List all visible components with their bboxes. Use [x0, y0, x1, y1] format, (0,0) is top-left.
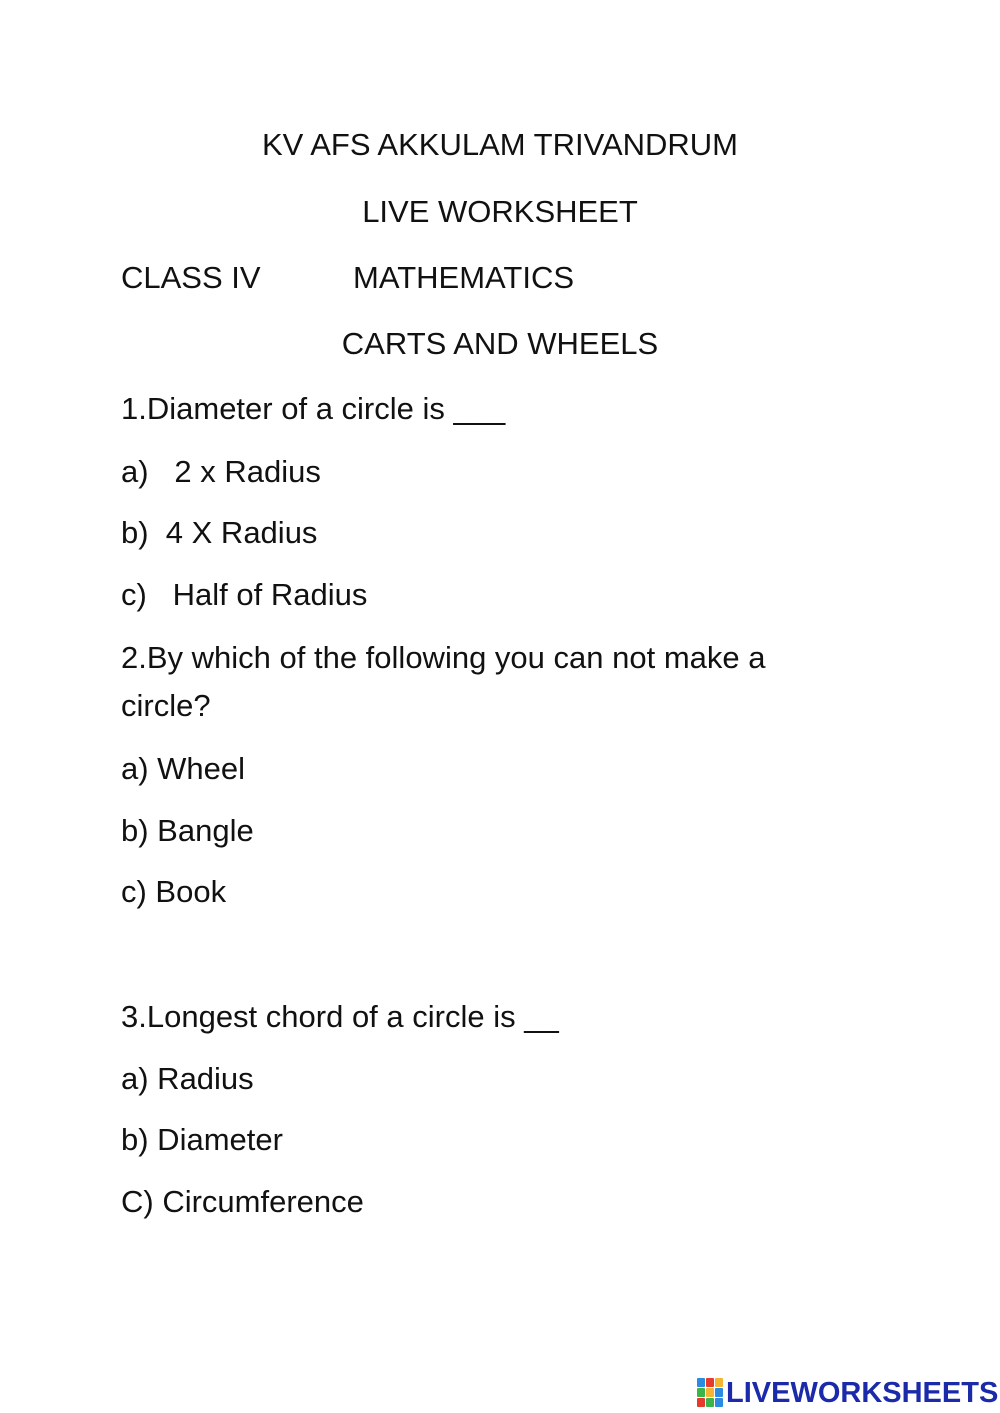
question-2: 2.By which of the following you can not make a — [121, 640, 766, 675]
question-1-option-b[interactable]: b) 4 X Radius — [121, 515, 318, 550]
question-2-continued: circle? — [121, 688, 211, 723]
logo-mark-cell — [715, 1378, 723, 1387]
logo-mark-cell — [697, 1398, 705, 1407]
logo-mark-cell — [715, 1388, 723, 1397]
question-2-option-a[interactable]: a) Wheel — [121, 751, 246, 786]
question-2-option-b[interactable]: b) Bangle — [121, 813, 254, 848]
question-1: 1.Diameter of a circle is ___ — [121, 391, 506, 426]
logo-mark-cell — [697, 1378, 705, 1387]
question-3-option-c[interactable]: C) Circumference — [121, 1184, 364, 1219]
class-label: CLASS IV — [121, 260, 261, 295]
liveworksheets-logo — [697, 1376, 998, 1410]
liveworksheets-logo-icon — [697, 1378, 723, 1408]
school-name: KV AFS AKKULAM TRIVANDRUM — [261, 127, 739, 162]
question-2-option-c[interactable]: c) Book — [121, 874, 227, 909]
logo-mark-cell — [697, 1388, 705, 1397]
question-3: 3.Longest chord of a circle is __ — [121, 999, 559, 1034]
logo-text: LIVEWORKSHEETS — [726, 1376, 999, 1409]
logo-mark-cell — [706, 1378, 714, 1387]
logo-mark-cell — [706, 1388, 714, 1397]
chapter-title: CARTS AND WHEELS — [341, 326, 659, 361]
logo-mark-cell — [715, 1398, 723, 1407]
subject-label: MATHEMATICS — [353, 260, 575, 295]
question-3-option-b[interactable]: b) Diameter — [121, 1122, 283, 1157]
question-3-option-a[interactable]: a) Radius — [121, 1061, 254, 1096]
question-1-option-a[interactable]: a) 2 x Radius — [121, 454, 321, 489]
worksheet-title: LIVE WORKSHEET — [362, 194, 638, 229]
question-1-option-c[interactable]: c) Half of Radius — [121, 577, 368, 612]
logo-mark-cell — [706, 1398, 714, 1407]
